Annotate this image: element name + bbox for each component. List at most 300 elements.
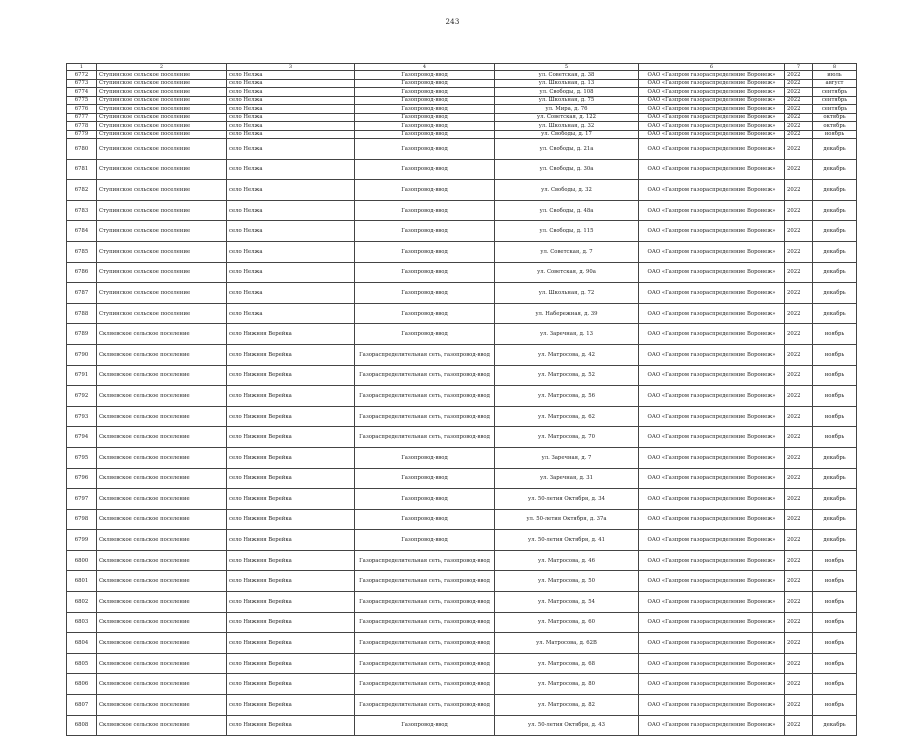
cell-settlement-name: Скляевское сельское поселение bbox=[97, 344, 227, 365]
cell-month: сентябрь bbox=[813, 88, 857, 97]
cell-address: ул. Советская, д. 90а bbox=[495, 262, 639, 283]
cell-address: ул. Советская, д. 38 bbox=[495, 71, 639, 80]
cell-year: 2022 bbox=[785, 96, 813, 105]
cell-address: ул. Свободы, д. 30а bbox=[495, 159, 639, 180]
cell-address: ул. Заречная, д. 13 bbox=[495, 324, 639, 345]
cell-operator-name: ОАО «Газпром газораспределение Воронеж» bbox=[639, 406, 785, 427]
cell-object-type: Газопровод-ввод bbox=[355, 79, 495, 88]
cell-row-number: 6785 bbox=[67, 241, 97, 262]
cell-object-type: Газопровод-ввод bbox=[355, 88, 495, 97]
cell-locality-name: село Нелжа bbox=[227, 130, 355, 139]
cell-month: декабрь bbox=[813, 139, 857, 160]
header-row bbox=[67, 64, 857, 71]
table-row bbox=[67, 130, 857, 139]
cell-address: ул. Матросова, д. 60 bbox=[495, 612, 639, 633]
cell-locality-name: село Нижняя Верейка bbox=[227, 447, 355, 468]
cell-settlement-name: Скляевское сельское поселение bbox=[97, 592, 227, 613]
gas-pipeline-register-table bbox=[66, 63, 857, 736]
cell-object-type: Газопровод-ввод bbox=[355, 180, 495, 201]
cell-locality-name: село Нижняя Верейка bbox=[227, 633, 355, 654]
table-row bbox=[67, 139, 857, 160]
cell-month: декабрь bbox=[813, 489, 857, 510]
cell-operator-name: ОАО «Газпром газораспределение Воронеж» bbox=[639, 105, 785, 114]
cell-row-number: 6778 bbox=[67, 122, 97, 131]
cell-locality-name: село Нелжа bbox=[227, 200, 355, 221]
cell-operator-name: ОАО «Газпром газораспределение Воронеж» bbox=[639, 653, 785, 674]
cell-month: ноябрь bbox=[813, 324, 857, 345]
cell-settlement-name: Ступинское сельское поселение bbox=[97, 283, 227, 304]
cell-year: 2022 bbox=[785, 105, 813, 114]
cell-locality-name: село Нижняя Верейка bbox=[227, 550, 355, 571]
table-row bbox=[67, 71, 857, 80]
cell-row-number: 6787 bbox=[67, 283, 97, 304]
cell-operator-name: ОАО «Газпром газораспределение Воронеж» bbox=[639, 365, 785, 386]
cell-row-number: 6793 bbox=[67, 406, 97, 427]
table-row bbox=[67, 324, 857, 345]
cell-row-number: 6772 bbox=[67, 71, 97, 80]
cell-year: 2022 bbox=[785, 344, 813, 365]
column-number-4: 4 bbox=[355, 64, 495, 71]
cell-row-number: 6808 bbox=[67, 715, 97, 736]
cell-operator-name: ОАО «Газпром газораспределение Воронеж» bbox=[639, 262, 785, 283]
table-row bbox=[67, 386, 857, 407]
cell-month: ноябрь bbox=[813, 674, 857, 695]
cell-locality-name: село Нелжа bbox=[227, 122, 355, 131]
cell-month: ноябрь bbox=[813, 695, 857, 716]
cell-object-type: Газопровод-ввод bbox=[355, 509, 495, 530]
cell-month: ноябрь bbox=[813, 427, 857, 448]
cell-locality-name: село Нижняя Верейка bbox=[227, 571, 355, 592]
cell-operator-name: ОАО «Газпром газораспределение Воронеж» bbox=[639, 303, 785, 324]
cell-settlement-name: Ступинское сельское поселение bbox=[97, 139, 227, 160]
cell-month: ноябрь bbox=[813, 365, 857, 386]
cell-operator-name: ОАО «Газпром газораспределение Воронеж» bbox=[639, 386, 785, 407]
cell-locality-name: село Нелжа bbox=[227, 180, 355, 201]
cell-locality-name: село Нелжа bbox=[227, 159, 355, 180]
cell-operator-name: ОАО «Газпром газораспределение Воронеж» bbox=[639, 592, 785, 613]
cell-year: 2022 bbox=[785, 262, 813, 283]
cell-month: ноябрь bbox=[813, 592, 857, 613]
cell-address: ул. Свободы, д. 21а bbox=[495, 139, 639, 160]
cell-address: ул. Школьная, д. 13 bbox=[495, 79, 639, 88]
cell-year: 2022 bbox=[785, 365, 813, 386]
cell-settlement-name: Ступинское сельское поселение bbox=[97, 113, 227, 122]
table-row bbox=[67, 122, 857, 131]
cell-address: ул. Матросова, д. 46 bbox=[495, 550, 639, 571]
column-number-5: 5 bbox=[495, 64, 639, 71]
cell-object-type: Газопровод-ввод bbox=[355, 303, 495, 324]
cell-settlement-name: Скляевское сельское поселение bbox=[97, 365, 227, 386]
cell-settlement-name: Скляевское сельское поселение bbox=[97, 715, 227, 736]
table-row bbox=[67, 105, 857, 114]
cell-year: 2022 bbox=[785, 489, 813, 510]
cell-month: декабрь bbox=[813, 715, 857, 736]
cell-locality-name: село Нелжа bbox=[227, 71, 355, 80]
cell-object-type: Газопровод-ввод bbox=[355, 105, 495, 114]
cell-settlement-name: Скляевское сельское поселение bbox=[97, 468, 227, 489]
cell-year: 2022 bbox=[785, 427, 813, 448]
cell-operator-name: ОАО «Газпром газораспределение Воронеж» bbox=[639, 633, 785, 654]
cell-year: 2022 bbox=[785, 159, 813, 180]
cell-row-number: 6798 bbox=[67, 509, 97, 530]
cell-locality-name: село Нелжа bbox=[227, 283, 355, 304]
cell-object-type: Газораспределительная сеть, газопровод-ввод bbox=[355, 571, 495, 592]
table-row bbox=[67, 674, 857, 695]
cell-settlement-name: Ступинское сельское поселение bbox=[97, 88, 227, 97]
cell-year: 2022 bbox=[785, 79, 813, 88]
cell-settlement-name: Ступинское сельское поселение bbox=[97, 79, 227, 88]
cell-month: декабрь bbox=[813, 530, 857, 551]
cell-settlement-name: Скляевское сельское поселение bbox=[97, 674, 227, 695]
cell-address: ул. Мира, д. 76 bbox=[495, 105, 639, 114]
cell-object-type: Газораспределительная сеть, газопровод-ввод bbox=[355, 633, 495, 654]
cell-month: ноябрь bbox=[813, 386, 857, 407]
cell-locality-name: село Нелжа bbox=[227, 105, 355, 114]
table-row bbox=[67, 241, 857, 262]
cell-settlement-name: Ступинское сельское поселение bbox=[97, 221, 227, 242]
cell-row-number: 6773 bbox=[67, 79, 97, 88]
cell-locality-name: село Нижняя Верейка bbox=[227, 344, 355, 365]
cell-operator-name: ОАО «Газпром газораспределение Воронеж» bbox=[639, 468, 785, 489]
table-row bbox=[67, 200, 857, 221]
table-row bbox=[67, 180, 857, 201]
cell-operator-name: ОАО «Газпром газораспределение Воронеж» bbox=[639, 159, 785, 180]
cell-year: 2022 bbox=[785, 122, 813, 131]
table-row bbox=[67, 79, 857, 88]
cell-object-type: Газопровод-ввод bbox=[355, 221, 495, 242]
cell-month: ноябрь bbox=[813, 653, 857, 674]
cell-address: ул. 50-летия Октября, д. 34 bbox=[495, 489, 639, 510]
table-row bbox=[67, 612, 857, 633]
table-row bbox=[67, 489, 857, 510]
cell-address: ул. Свободы, д. 17 bbox=[495, 130, 639, 139]
cell-month: декабрь bbox=[813, 468, 857, 489]
cell-operator-name: ОАО «Газпром газораспределение Воронеж» bbox=[639, 715, 785, 736]
cell-month: декабрь bbox=[813, 180, 857, 201]
table-row bbox=[67, 283, 857, 304]
cell-month: декабрь bbox=[813, 283, 857, 304]
cell-month: июль bbox=[813, 71, 857, 80]
cell-locality-name: село Нижняя Верейка bbox=[227, 406, 355, 427]
table-row bbox=[67, 695, 857, 716]
table-row bbox=[67, 550, 857, 571]
cell-year: 2022 bbox=[785, 447, 813, 468]
cell-row-number: 6786 bbox=[67, 262, 97, 283]
cell-object-type: Газораспределительная сеть, газопровод-ввод bbox=[355, 386, 495, 407]
cell-year: 2022 bbox=[785, 653, 813, 674]
cell-settlement-name: Скляевское сельское поселение bbox=[97, 427, 227, 448]
cell-operator-name: ОАО «Газпром газораспределение Воронеж» bbox=[639, 139, 785, 160]
cell-month: октябрь bbox=[813, 122, 857, 131]
cell-object-type: Газораспределительная сеть, газопровод-ввод bbox=[355, 427, 495, 448]
cell-operator-name: ОАО «Газпром газораспределение Воронеж» bbox=[639, 180, 785, 201]
cell-row-number: 6774 bbox=[67, 88, 97, 97]
cell-month: октябрь bbox=[813, 113, 857, 122]
cell-object-type: Газопровод-ввод bbox=[355, 122, 495, 131]
table-row bbox=[67, 406, 857, 427]
cell-operator-name: ОАО «Газпром газораспределение Воронеж» bbox=[639, 283, 785, 304]
cell-row-number: 6788 bbox=[67, 303, 97, 324]
table-row bbox=[67, 592, 857, 613]
cell-month: декабрь bbox=[813, 221, 857, 242]
cell-locality-name: село Нелжа bbox=[227, 241, 355, 262]
cell-month: сентябрь bbox=[813, 96, 857, 105]
cell-locality-name: село Нижняя Верейка bbox=[227, 427, 355, 448]
cell-year: 2022 bbox=[785, 139, 813, 160]
cell-row-number: 6794 bbox=[67, 427, 97, 448]
cell-month: сентябрь bbox=[813, 105, 857, 114]
cell-locality-name: село Нелжа bbox=[227, 113, 355, 122]
cell-address: ул. Матросова, д. 54 bbox=[495, 592, 639, 613]
cell-settlement-name: Скляевское сельское поселение bbox=[97, 550, 227, 571]
column-number-6: 6 bbox=[639, 64, 785, 71]
cell-month: декабрь bbox=[813, 447, 857, 468]
cell-object-type: Газораспределительная сеть, газопровод-ввод bbox=[355, 365, 495, 386]
cell-settlement-name: Скляевское сельское поселение bbox=[97, 489, 227, 510]
table-row bbox=[67, 427, 857, 448]
cell-object-type: Газопровод-ввод bbox=[355, 241, 495, 262]
cell-operator-name: ОАО «Газпром газораспределение Воронеж» bbox=[639, 79, 785, 88]
cell-object-type: Газопровод-ввод bbox=[355, 159, 495, 180]
table-row bbox=[67, 653, 857, 674]
column-number-2: 2 bbox=[97, 64, 227, 71]
cell-settlement-name: Ступинское сельское поселение bbox=[97, 303, 227, 324]
cell-settlement-name: Ступинское сельское поселение bbox=[97, 262, 227, 283]
cell-locality-name: село Нелжа bbox=[227, 139, 355, 160]
cell-operator-name: ОАО «Газпром газораспределение Воронеж» bbox=[639, 695, 785, 716]
cell-row-number: 6781 bbox=[67, 159, 97, 180]
table-row bbox=[67, 365, 857, 386]
cell-address: ул. 50-летия Октября, д. 43 bbox=[495, 715, 639, 736]
cell-address: ул. Школьная, д. 32 bbox=[495, 122, 639, 131]
table-row bbox=[67, 571, 857, 592]
cell-object-type: Газопровод-ввод bbox=[355, 262, 495, 283]
cell-address: ул. 50-летия Октября, д. 37а bbox=[495, 509, 639, 530]
cell-address: ул. Заречная, д. 7 bbox=[495, 447, 639, 468]
cell-settlement-name: Ступинское сельское поселение bbox=[97, 241, 227, 262]
cell-locality-name: село Нижняя Верейка bbox=[227, 468, 355, 489]
page-number: 243 bbox=[445, 18, 460, 26]
cell-object-type: Газопровод-ввод bbox=[355, 71, 495, 80]
table-row bbox=[67, 509, 857, 530]
cell-object-type: Газопровод-ввод bbox=[355, 324, 495, 345]
cell-year: 2022 bbox=[785, 88, 813, 97]
cell-address: ул. Матросова, д. 50 bbox=[495, 571, 639, 592]
cell-year: 2022 bbox=[785, 406, 813, 427]
table-row bbox=[67, 113, 857, 122]
cell-object-type: Газопровод-ввод bbox=[355, 113, 495, 122]
cell-settlement-name: Скляевское сельское поселение bbox=[97, 612, 227, 633]
table-row bbox=[67, 633, 857, 654]
cell-object-type: Газопровод-ввод bbox=[355, 130, 495, 139]
column-number-3: 3 bbox=[227, 64, 355, 71]
cell-object-type: Газораспределительная сеть, газопровод-ввод bbox=[355, 674, 495, 695]
cell-settlement-name: Ступинское сельское поселение bbox=[97, 96, 227, 105]
table-body bbox=[67, 64, 857, 736]
cell-settlement-name: Скляевское сельское поселение bbox=[97, 509, 227, 530]
table-row bbox=[67, 530, 857, 551]
table-row bbox=[67, 262, 857, 283]
cell-object-type: Газопровод-ввод bbox=[355, 447, 495, 468]
cell-month: ноябрь bbox=[813, 130, 857, 139]
cell-object-type: Газопровод-ввод bbox=[355, 139, 495, 160]
table-row bbox=[67, 303, 857, 324]
cell-year: 2022 bbox=[785, 530, 813, 551]
cell-address: ул. Матросова, д. 42 bbox=[495, 344, 639, 365]
cell-row-number: 6799 bbox=[67, 530, 97, 551]
cell-object-type: Газопровод-ввод bbox=[355, 468, 495, 489]
cell-row-number: 6805 bbox=[67, 653, 97, 674]
cell-address: ул. Матросова, д. 62 bbox=[495, 406, 639, 427]
column-number-8: 8 bbox=[813, 64, 857, 71]
cell-address: ул. 50-летия Октября, д. 41 bbox=[495, 530, 639, 551]
cell-month: ноябрь bbox=[813, 550, 857, 571]
cell-settlement-name: Скляевское сельское поселение bbox=[97, 695, 227, 716]
cell-object-type: Газопровод-ввод bbox=[355, 283, 495, 304]
cell-settlement-name: Скляевское сельское поселение bbox=[97, 447, 227, 468]
cell-locality-name: село Нелжа bbox=[227, 221, 355, 242]
cell-year: 2022 bbox=[785, 303, 813, 324]
cell-settlement-name: Ступинское сельское поселение bbox=[97, 122, 227, 131]
cell-object-type: Газопровод-ввод bbox=[355, 715, 495, 736]
cell-month: ноябрь bbox=[813, 571, 857, 592]
cell-settlement-name: Ступинское сельское поселение bbox=[97, 105, 227, 114]
cell-address: ул. Советская, д. 122 bbox=[495, 113, 639, 122]
cell-locality-name: село Нижняя Верейка bbox=[227, 715, 355, 736]
cell-year: 2022 bbox=[785, 633, 813, 654]
cell-address: ул. Школьная, д. 75 bbox=[495, 96, 639, 105]
cell-operator-name: ОАО «Газпром газораспределение Воронеж» bbox=[639, 113, 785, 122]
cell-settlement-name: Скляевское сельское поселение bbox=[97, 406, 227, 427]
cell-year: 2022 bbox=[785, 130, 813, 139]
cell-object-type: Газораспределительная сеть, газопровод-ввод bbox=[355, 695, 495, 716]
cell-locality-name: село Нижняя Верейка bbox=[227, 674, 355, 695]
cell-row-number: 6792 bbox=[67, 386, 97, 407]
cell-settlement-name: Ступинское сельское поселение bbox=[97, 71, 227, 80]
cell-operator-name: ОАО «Газпром газораспределение Воронеж» bbox=[639, 71, 785, 80]
cell-year: 2022 bbox=[785, 715, 813, 736]
cell-row-number: 6779 bbox=[67, 130, 97, 139]
cell-locality-name: село Нелжа bbox=[227, 79, 355, 88]
cell-row-number: 6803 bbox=[67, 612, 97, 633]
cell-locality-name: село Нижняя Верейка bbox=[227, 509, 355, 530]
cell-locality-name: село Нижняя Верейка bbox=[227, 324, 355, 345]
cell-row-number: 6801 bbox=[67, 571, 97, 592]
cell-operator-name: ОАО «Газпром газораспределение Воронеж» bbox=[639, 427, 785, 448]
cell-row-number: 6784 bbox=[67, 221, 97, 242]
cell-operator-name: ОАО «Газпром газораспределение Воронеж» bbox=[639, 200, 785, 221]
cell-object-type: Газораспределительная сеть, газопровод-ввод bbox=[355, 344, 495, 365]
cell-locality-name: село Нелжа bbox=[227, 96, 355, 105]
cell-year: 2022 bbox=[785, 509, 813, 530]
cell-settlement-name: Скляевское сельское поселение bbox=[97, 633, 227, 654]
cell-row-number: 6800 bbox=[67, 550, 97, 571]
cell-operator-name: ОАО «Газпром газораспределение Воронеж» bbox=[639, 447, 785, 468]
cell-address: ул. Школьная, д. 72 bbox=[495, 283, 639, 304]
cell-address: ул. Набережная, д. 39 bbox=[495, 303, 639, 324]
cell-year: 2022 bbox=[785, 612, 813, 633]
table-row bbox=[67, 344, 857, 365]
column-number-1: 1 bbox=[67, 64, 97, 71]
cell-operator-name: ОАО «Газпром газораспределение Воронеж» bbox=[639, 324, 785, 345]
cell-locality-name: село Нелжа bbox=[227, 303, 355, 324]
cell-address: ул. Свободы, д. 32 bbox=[495, 180, 639, 201]
cell-operator-name: ОАО «Газпром газораспределение Воронеж» bbox=[639, 530, 785, 551]
cell-month: декабрь bbox=[813, 262, 857, 283]
cell-row-number: 6797 bbox=[67, 489, 97, 510]
cell-address: ул. Матросова, д. 80 bbox=[495, 674, 639, 695]
table-row bbox=[67, 447, 857, 468]
cell-month: декабрь bbox=[813, 303, 857, 324]
cell-address: ул. Матросова, д. 62В bbox=[495, 633, 639, 654]
cell-year: 2022 bbox=[785, 695, 813, 716]
cell-row-number: 6776 bbox=[67, 105, 97, 114]
cell-year: 2022 bbox=[785, 571, 813, 592]
cell-month: декабрь bbox=[813, 200, 857, 221]
table-row bbox=[67, 96, 857, 105]
cell-address: ул. Свободы, д. 48а bbox=[495, 200, 639, 221]
cell-object-type: Газопровод-ввод bbox=[355, 96, 495, 105]
cell-address: ул. Матросова, д. 70 bbox=[495, 427, 639, 448]
cell-locality-name: село Нижняя Верейка bbox=[227, 386, 355, 407]
cell-settlement-name: Ступинское сельское поселение bbox=[97, 130, 227, 139]
column-number-7: 7 bbox=[785, 64, 813, 71]
cell-locality-name: село Нелжа bbox=[227, 262, 355, 283]
cell-month: ноябрь bbox=[813, 612, 857, 633]
cell-operator-name: ОАО «Газпром газораспределение Воронеж» bbox=[639, 674, 785, 695]
cell-row-number: 6780 bbox=[67, 139, 97, 160]
cell-settlement-name: Ступинское сельское поселение bbox=[97, 200, 227, 221]
cell-object-type: Газопровод-ввод bbox=[355, 200, 495, 221]
cell-operator-name: ОАО «Газпром газораспределение Воронеж» bbox=[639, 571, 785, 592]
cell-settlement-name: Скляевское сельское поселение bbox=[97, 324, 227, 345]
cell-month: ноябрь bbox=[813, 344, 857, 365]
cell-month: ноябрь bbox=[813, 406, 857, 427]
cell-year: 2022 bbox=[785, 221, 813, 242]
cell-settlement-name: Скляевское сельское поселение bbox=[97, 530, 227, 551]
cell-month: ноябрь bbox=[813, 633, 857, 654]
cell-locality-name: село Нижняя Верейка bbox=[227, 489, 355, 510]
cell-row-number: 6807 bbox=[67, 695, 97, 716]
cell-object-type: Газопровод-ввод bbox=[355, 530, 495, 551]
cell-row-number: 6795 bbox=[67, 447, 97, 468]
cell-operator-name: ОАО «Газпром газораспределение Воронеж» bbox=[639, 88, 785, 97]
cell-month: декабрь bbox=[813, 241, 857, 262]
cell-object-type: Газораспределительная сеть, газопровод-ввод bbox=[355, 406, 495, 427]
cell-year: 2022 bbox=[785, 241, 813, 262]
cell-row-number: 6791 bbox=[67, 365, 97, 386]
cell-address: ул. Матросова, д. 52 bbox=[495, 365, 639, 386]
cell-locality-name: село Нижняя Верейка bbox=[227, 612, 355, 633]
cell-row-number: 6806 bbox=[67, 674, 97, 695]
cell-locality-name: село Нижняя Верейка bbox=[227, 695, 355, 716]
cell-locality-name: село Нелжа bbox=[227, 88, 355, 97]
cell-row-number: 6789 bbox=[67, 324, 97, 345]
cell-operator-name: ОАО «Газпром газораспределение Воронеж» bbox=[639, 96, 785, 105]
cell-operator-name: ОАО «Газпром газораспределение Воронеж» bbox=[639, 509, 785, 530]
cell-object-type: Газораспределительная сеть, газопровод-ввод bbox=[355, 653, 495, 674]
cell-operator-name: ОАО «Газпром газораспределение Воронеж» bbox=[639, 489, 785, 510]
cell-year: 2022 bbox=[785, 550, 813, 571]
cell-object-type: Газораспределительная сеть, газопровод-ввод bbox=[355, 592, 495, 613]
cell-object-type: Газораспределительная сеть, газопровод-ввод bbox=[355, 550, 495, 571]
cell-month: август bbox=[813, 79, 857, 88]
cell-address: ул. Матросова, д. 82 bbox=[495, 695, 639, 716]
cell-operator-name: ОАО «Газпром газораспределение Воронеж» bbox=[639, 344, 785, 365]
table-row bbox=[67, 159, 857, 180]
cell-locality-name: село Нижняя Верейка bbox=[227, 530, 355, 551]
cell-locality-name: село Нижняя Верейка bbox=[227, 653, 355, 674]
